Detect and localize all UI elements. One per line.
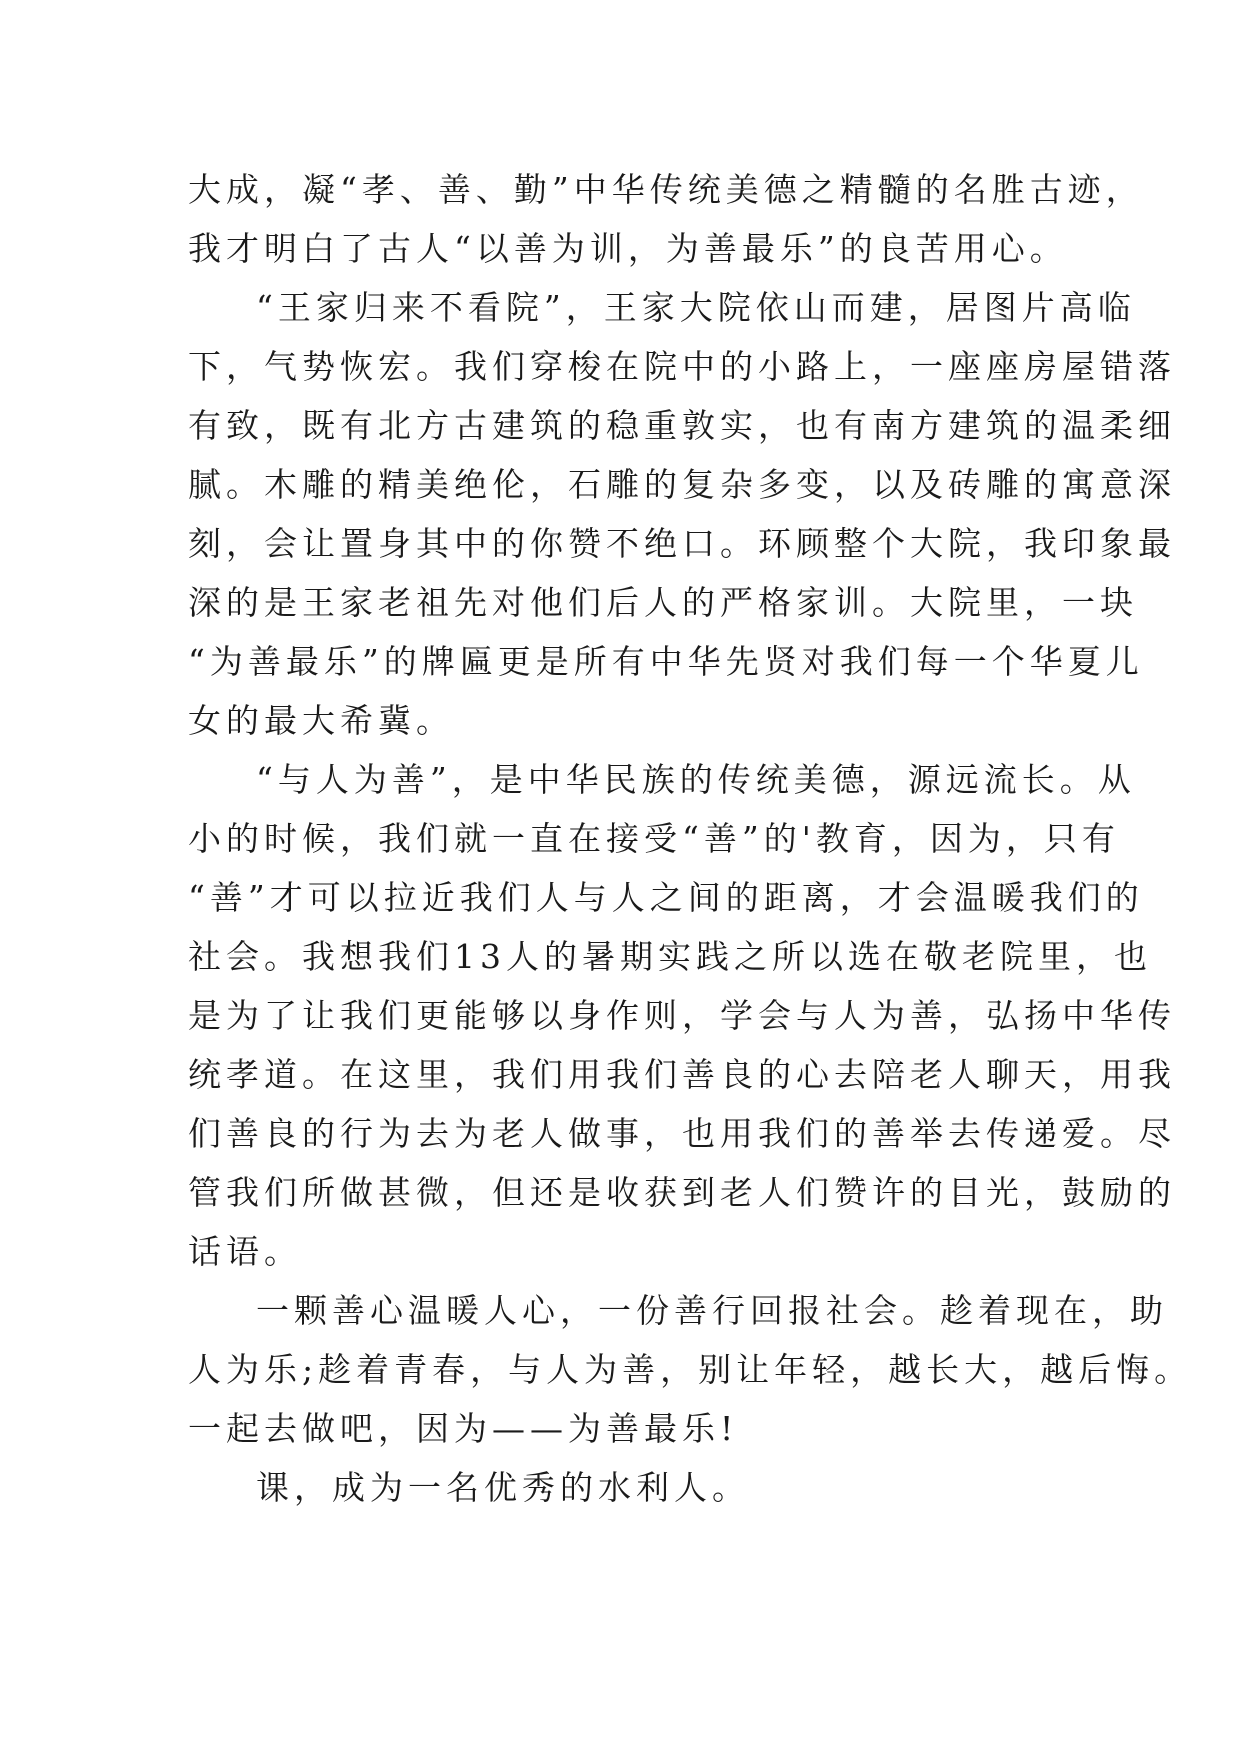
text-line: “为善最乐”的牌匾更是所有中华先贤对我们每一个华夏儿 (188, 642, 1144, 681)
text-line: 腻。木雕的精美绝伦，石雕的复杂多变，以及砖雕的寓意深 (188, 465, 1176, 504)
text-line: 统孝道。在这里，我们用我们善良的心去陪老人聊天，用我 (188, 1055, 1176, 1094)
text-line: 话语。 (188, 1232, 302, 1271)
text-line: 大成，凝“孝、善、勤”中华传统美德之精髓的名胜古迹， (188, 170, 1144, 209)
text-line: 一颗善心温暖人心，一份善行回报社会。趁着现在，助 (256, 1291, 1168, 1330)
paragraph-fragment (188, 1458, 1068, 1517)
text-line: “王家归来不看院”，王家大院依山而建，居图片高临 (256, 288, 1136, 327)
text-line: 管我们所做甚微，但还是收获到老人们赞许的目光，鼓励的 (188, 1173, 1176, 1212)
text-line: 课，成为一名优秀的水利人。 (256, 1468, 750, 1507)
text-line: 下，气势恢宏。我们穿梭在院中的小路上，一座座房屋错落 (188, 347, 1176, 386)
text-line: 社会。我想我们13人的暑期实践之所以选在敬老院里，也 (188, 937, 1152, 976)
text-line: “与人为善”，是中华民族的传统美德，源远流长。从 (256, 760, 1136, 799)
document-body (188, 160, 1193, 1517)
text-line: 人为乐;趁着青春，与人为善，别让年轻，越长大，越后悔。 (188, 1350, 1193, 1389)
paragraph-wang-family-compound (188, 278, 1176, 750)
paragraph-conclusion (188, 1281, 1193, 1458)
text-line: “善”才可以拉近我们人与人之间的距离，才会温暖我们的 (188, 878, 1144, 917)
text-line: 是为了让我们更能够以身作则，学会与人为善，弘扬中华传 (188, 996, 1176, 1035)
text-line: 我才明白了古人“以善为训，为善最乐”的良苦用心。 (188, 229, 1068, 268)
text-line: 一起去做吧，因为——为善最乐! (188, 1409, 739, 1448)
text-line: 刻，会让置身其中的你赞不绝口。环顾整个大院，我印象最 (188, 524, 1176, 563)
text-line: 深的是王家老祖先对他们后人的严格家训。大院里，一块 (188, 583, 1138, 622)
text-line: 们善良的行为去为老人做事，也用我们的善举去传递爱。尽 (188, 1114, 1176, 1153)
text-line: 有致，既有北方古建筑的稳重敦实，也有南方建筑的温柔细 (188, 406, 1176, 445)
paragraph-kindness-virtue (188, 750, 1176, 1281)
paragraph-continuation (188, 160, 1144, 278)
text-line: 小的时候，我们就一直在接受“善”的'教育，因为，只有 (188, 819, 1120, 858)
text-line: 女的最大希冀。 (188, 701, 454, 740)
